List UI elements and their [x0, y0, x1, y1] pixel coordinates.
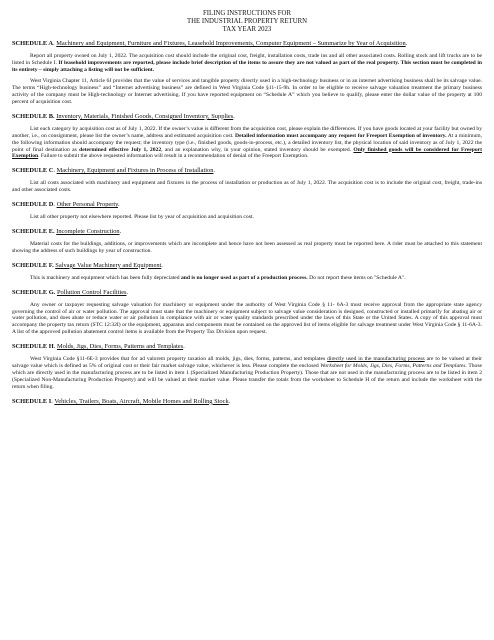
- schedule-e-label: SCHEDULE E.: [12, 228, 55, 236]
- schedule-a-paragraph-2: West Virginia Chapter 11, Article 6J provides that the value of services and tangible property directly used in a high-technology business or in an internet advertising business shall be its salvage value. The terms “High-technology business” and “Internet advertising business” are defined in West Virginia Code §11-15-9h. In order to be eligible to receive salvage valuation treatment the primary business activity of the company must be High-technology or Internet advertising. If you have reported equipment on “Schedule A” which you believe to qualify, please enter the dollar value of the property at 100 percent of acquisition cost.: [12, 78, 482, 105]
- schedule-b-p1-bold-1: Detailed information must accompany any request for Freeport Exemption of inventory.: [235, 132, 447, 139]
- title-line-3: TAX YEAR 2023: [222, 25, 272, 33]
- schedule-h-p1-start: West Virginia Code §11-6E-3 provides that for ad valorem property taxation all molds, jigs, dies, forms, patterns, and templates: [30, 356, 326, 363]
- document-title: [12, 10, 482, 33]
- schedule-h-p1-mid: are to be valued at their salvage value which is defined as 5% of original cost or their fair market salvage value, whichever is less. Please complete the enclosed: [12, 356, 483, 370]
- schedule-a-p1-bold: If leasehold improvements are reported, please include brief description of the items to assure they are not valued as part of the real property. This section must be completed in its entirety – simply attaching a listing will not be sufficient.: [12, 60, 483, 74]
- schedule-f-section: [12, 262, 482, 282]
- schedule-b-p1-bold-3: Only finished goods will be considered for Freeport Exemption: [12, 146, 482, 160]
- schedule-c-title: Machinery, Equipment and Fixtures in Process of Installation: [56, 167, 214, 175]
- schedule-d-section: [12, 201, 482, 221]
- schedule-c-label: SCHEDULE C: [12, 167, 54, 175]
- schedule-g-heading: SCHEDULE G. Pollution Control Facilities.: [12, 288, 129, 296]
- schedule-a-section: [12, 40, 482, 105]
- schedule-h-p1-italic: Worksheet for Molds, Jigs, Dies, Forms, Patterns and Templates.: [320, 363, 467, 370]
- schedule-f-p1-bold: and is no longer used as part of a production process.: [181, 274, 308, 281]
- schedule-i-title: Vehicles, Trailers, Boats, Aircraft, Mobile Homes and Rolling Stock: [54, 397, 229, 405]
- schedule-e-section: [12, 228, 482, 255]
- schedule-c-paragraph-1: List all costs associated with machinery and equipment and fixtures in the process of installation or production as of July 1, 2022. The acquisition cost is to include the original cost, freight, trade-ins and other associated costs.: [12, 180, 482, 194]
- schedule-a-title: Machinery and Equipment, Furniture and Fixtures, Leasehold Improvements, Computer Equipment – Summarize by Year of Acquisition: [56, 40, 406, 48]
- schedule-d-heading: SCHEDULE D. Other Personal Property.: [12, 201, 120, 209]
- schedule-b-paragraph-1: [12, 126, 482, 161]
- schedule-b-label: SCHEDULE B.: [12, 112, 55, 120]
- schedule-h-section: [12, 343, 482, 391]
- schedule-i-section: [12, 398, 482, 406]
- schedule-b-section: [12, 113, 482, 161]
- schedule-d-title: Other Personal Property: [56, 201, 118, 209]
- schedule-d-paragraph-1: List all other property not elsewhere reported. Please list by year of acquisition and acquisition cost.: [30, 214, 254, 221]
- schedule-f-label: SCHEDULE F.: [12, 261, 54, 269]
- schedule-f-paragraph-1: [12, 275, 482, 282]
- schedule-h-label: SCHEDULE H: [12, 343, 54, 351]
- schedule-g-label: SCHEDULE G.: [12, 288, 56, 296]
- schedule-e-paragraph-1: Material costs for the buildings, additions, or improvements which are incomplete and hence have not been assessed as real property must be reported here. A rider must be attached to this statement showing the address of such buildings by year of construction.: [12, 240, 482, 254]
- schedule-i-label: SCHEDULE I: [12, 397, 52, 405]
- schedule-b-heading: SCHEDULE B. Inventory, Materials, Finished Goods, Consigned Inventory, Supplies.: [12, 112, 235, 120]
- schedule-b-title: Inventory, Materials, Finished Goods, Consigned Inventory, Supplies: [56, 112, 234, 120]
- schedule-h-title: Molds, Jigs, Dies, Forms, Patterns and Templates: [56, 343, 184, 351]
- schedule-a-p1-text: Report all property owned on July 1, 2022. The acquisition cost should include the original cost, freight, installation costs, trade ins and all other associated costs. Rolling stock and lift trucks are to be listed in Schedule I.: [12, 53, 482, 67]
- schedule-b-p1-mid: At a minimum, the following information should accompany the request; the inventory type (i.e., finished goods, goods-in-process, etc.), a detailed inventory list, the physical location of said inventory as of July 1, 2022 the point of final destination as: [12, 132, 482, 153]
- schedule-h-heading: SCHEDULE H. Molds, Jigs, Dies, Forms, Patterns and Templates.: [12, 343, 185, 351]
- schedule-c-section: [12, 167, 482, 194]
- title-line-1: FILING INSTRUCTIONS FOR: [203, 10, 291, 17]
- schedule-a-heading: SCHEDULE A. Machinery and Equipment, Furniture and Fixtures, Leasehold Improvements, Computer Equipment – Summarize by Year of Acquisition.: [12, 40, 408, 48]
- schedule-b-p1-start: List each category by acquisition cost as of July 1, 2022. If the owner’s value is different from the acquisition cost, please explain the differences. If you have goods located at your facility but owned by another, i.e., on consignment, please list the owner’s name, address and estimated acquisition cost.: [12, 125, 482, 139]
- schedule-f-heading: SCHEDULE F. Salvage Value Machinery and Equipment.: [12, 261, 163, 269]
- schedule-f-title: Salvage Value Machinery and Equipment: [55, 261, 162, 269]
- schedule-f-p1-start: This is machinery and equipment which has been fully depreciated: [30, 274, 180, 281]
- schedule-h-paragraph-1: [12, 356, 482, 391]
- schedule-a-label: SCHEDULE A: [12, 40, 54, 48]
- schedule-h-p1-end: Those which are directly used in the manufacturing process are to be listed in item 1 (Specialized Manufacturing Production Property). Those that are not used in the manufacturing process are to be listed in item 2 (Specialized Non-Manufacturing Production Property) and will be valued at their market value. Please transfer the totals from the worksheet to Schedule H of the return and include the worksheet with the return when filing.: [12, 363, 482, 390]
- schedule-g-title: Pollution Control Facilities: [56, 288, 127, 296]
- schedule-b-p1-mid-2: , and an explanation why, in your opinion, stated inventory should be exempted.: [161, 146, 352, 153]
- schedule-a-paragraph-1: [12, 53, 482, 74]
- schedule-e-title: Incomplete Construction: [56, 228, 120, 236]
- title-line-2: THE INDUSTRIAL PROPERTY RETURN: [186, 17, 308, 25]
- schedule-d-label: SCHEDULE D: [12, 201, 54, 209]
- schedule-e-heading: SCHEDULE E. Incomplete Construction.: [12, 228, 122, 236]
- schedule-g-section: [12, 289, 482, 337]
- schedule-f-p1-end: Do not report these items on "Schedule A".: [309, 274, 406, 281]
- schedule-i-heading: SCHEDULE I. Vehicles, Trailers, Boats, Aircraft, Mobile Homes and Rolling Stock.: [12, 397, 231, 405]
- schedule-b-p1-bold-2: determined effective July 1, 2022: [79, 146, 162, 153]
- schedule-h-p1-underlined: directly used in the manufacturing process: [327, 356, 425, 363]
- schedule-c-heading: SCHEDULE C. Machinery, Equipment and Fixtures in Process of Installation.: [12, 167, 216, 175]
- schedule-b-p1-end: . Failure to submit the above requested information will result in a recommendation of denial of the Freeport Exemption.: [38, 153, 309, 160]
- schedule-g-paragraph-1: Any owner or taxpayer requesting salvage valuation for machinery or equipment under the authority of West Virginia Code § 11- 6A-3 must receive approval from the appropriate state agency governing the control of air or water pollution. The approval must state that the machinery or equipment subject to salvage value consideration is designed, constructed or installed primarily for abating air or water pollution, and does abate or reduce water or air pollution in compliance with air or water quality standards prescribed under the laws of this State or the United States. A copy of this approval must accompany the property tax return (STC 12:32I) or the equipment, apparatus and components must be contained on the approved list of items eligible for salvage treatment under West Virginia Code § 11-6A-3. A list of the approved pollution abatement control items is available from the Property Tax Division upon request.: [12, 301, 482, 336]
